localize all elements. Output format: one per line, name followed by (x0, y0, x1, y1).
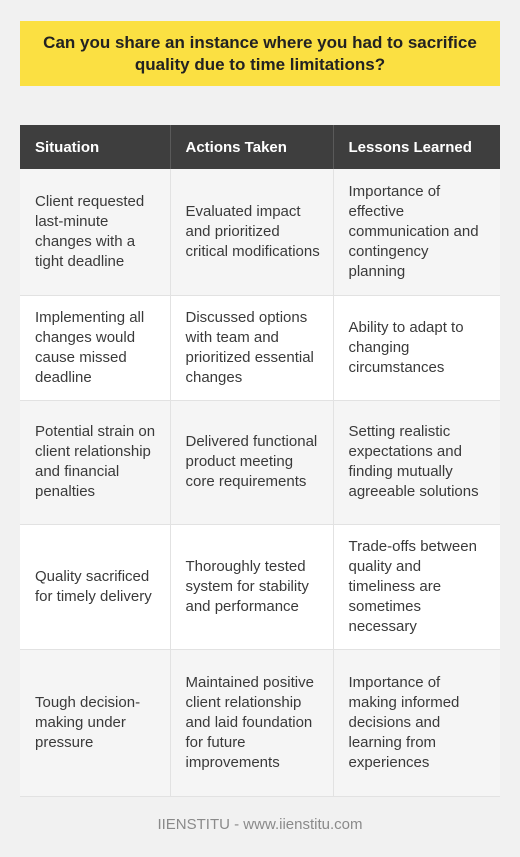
cell-situation: Tough decision-making under pressure (20, 649, 170, 796)
table-row (20, 295, 500, 400)
cell-situation: Potential strain on client relationship and financial penalties (20, 400, 170, 524)
cell-lessons-learned: Setting realistic expectations and finding mutually agreeable solutions (333, 400, 500, 524)
title-banner (20, 21, 500, 86)
cell-lessons-learned: Importance of making informed decisions and learning from experiences (333, 649, 500, 796)
cell-situation: Quality sacrificed for timely delivery (20, 524, 170, 649)
header-situation: Situation (20, 125, 170, 169)
cell-situation: Implementing all changes would cause missed deadline (20, 295, 170, 400)
table-row (20, 400, 500, 524)
footer-credit: IIENSTITU - www.iienstitu.com (157, 816, 363, 833)
qa-table (20, 125, 500, 797)
cell-actions-taken: Delivered functional product meeting core requirements (170, 400, 333, 524)
cell-lessons-learned: Trade-offs between quality and timeliness are sometimes necessary (333, 524, 500, 649)
page-title: Can you share an instance where you had to sacrifice quality due to time limitations? (43, 32, 477, 74)
table-header-row (20, 125, 500, 169)
table-row (20, 524, 500, 649)
cell-lessons-learned: Importance of effective communication and contingency planning (333, 169, 500, 295)
cell-actions-taken: Thoroughly tested system for stability and performance (170, 524, 333, 649)
cell-lessons-learned: Ability to adapt to changing circumstances (333, 295, 500, 400)
cell-situation: Client requested last-minute changes with a tight deadline (20, 169, 170, 295)
header-actions-taken: Actions Taken (170, 125, 333, 169)
cell-actions-taken: Evaluated impact and prioritized critical modifications (170, 169, 333, 295)
cell-actions-taken: Discussed options with team and prioritized essential changes (170, 295, 333, 400)
cell-actions-taken: Maintained positive client relationship and laid foundation for future improvements (170, 649, 333, 796)
table-row (20, 649, 500, 796)
table-row (20, 169, 500, 295)
header-lessons-learned: Lessons Learned (333, 125, 500, 169)
